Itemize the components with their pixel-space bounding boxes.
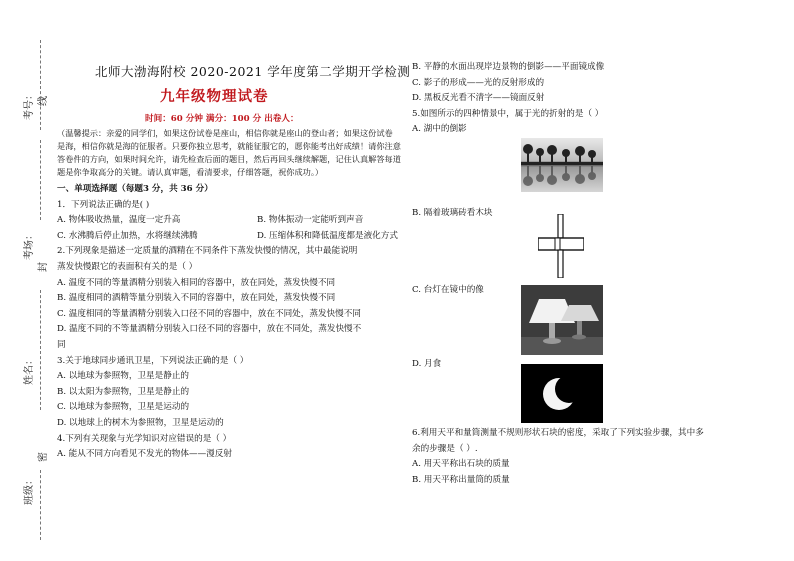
- class-room-label: 考场：: [24, 230, 35, 260]
- name-label: 姓名：: [24, 355, 35, 385]
- exam-meta: 时间：60 分钟 满分：100 分 出卷人：: [145, 114, 299, 124]
- right-column-top: [412, 60, 604, 138]
- q1-option-a: A. 物体吸收热量，温度一定升高: [57, 215, 181, 226]
- secret-char: 密: [38, 452, 49, 462]
- q6-option-b: B. 用天平称出量筒的质量: [412, 474, 510, 485]
- exam-subtitle: 九年级物理试卷: [160, 88, 269, 105]
- q5-option-c: C. 台灯在镜中的像: [412, 285, 484, 295]
- binding-dash-line: [40, 290, 41, 410]
- binding-dash-line: [40, 470, 41, 540]
- line-char: 线: [38, 96, 49, 106]
- q3-option-b: B. 以太阳为参照物，卫星是静止的: [57, 386, 190, 397]
- question-6: 6.利用天平和量筒测量不规则形状石块的密度，采取了下列实验步骤，其中多: [412, 428, 704, 438]
- q2-option-c: C. 温度相同的等量酒精分别装入口径不同的容器中，放在不同处，蒸发快慢不同: [57, 308, 361, 319]
- q1-option-d: D. 压缩体积和降低温度都是液化方式: [257, 230, 398, 241]
- q4-option-d: D. 黑板反光看不清字——镜面反射: [412, 93, 545, 104]
- glass-block-photo: [538, 214, 584, 278]
- q6-option-a: A. 用天平称出石块的质量: [412, 459, 510, 470]
- q1-option-row: [57, 213, 397, 229]
- warm-tip-line: 题是你争取高分的关键。请认真审题，看清要求，仔细答题，祝你成功。）: [57, 167, 324, 177]
- warm-tip-line: （温馨提示：亲爱的同学们，如果这份试卷是座山，相信你就是座山的登山者；如果这份试卷: [57, 128, 393, 138]
- right-column-bottom: [412, 426, 704, 488]
- question-4: 4.下列有关现象与光学知识对应错误的是（ ）: [57, 433, 232, 444]
- q1-option-c: C. 水沸腾后停止加热，水将继续沸腾: [57, 230, 198, 241]
- question-2: 2.下列现象是描述一定质量的酒精在不同条件下蒸发快慢的情况，其中最能说明: [57, 246, 358, 257]
- question-5: 5.如图所示的四种情景中，属于光的折射的是（ ）: [412, 108, 604, 119]
- lunar-eclipse-photo: [521, 364, 603, 423]
- seal-char: 封: [38, 262, 49, 272]
- question-2-cont: 蒸发快慢跟它的表面积有关的是（ ）: [57, 261, 198, 272]
- exam-number-label: 考号：: [24, 90, 35, 120]
- q4-option-a: A. 能从不同方向看见不发光的物体——漫反射: [57, 449, 232, 460]
- q1-option-row: [57, 229, 397, 245]
- lamp-mirror-photo: [521, 285, 603, 355]
- q4-option-b: B. 平静的水面出现岸边景物的倒影——平面镜成像: [412, 62, 605, 72]
- lake-reflection-photo: [521, 138, 603, 192]
- question-6-cont: 余的步骤是（ ）.: [412, 443, 478, 454]
- exam-title: 北师大渤海附校 2020-2021 学年度第二学期开学检测: [95, 64, 411, 79]
- q1-option-b: B. 物体振动一定能听到声音: [257, 215, 364, 226]
- question-1: 1．下列说法正确的是( ): [57, 199, 150, 210]
- binding-dash-line: [40, 140, 41, 220]
- q3-option-c: C. 以地球为参照物，卫星是运动的: [57, 402, 190, 413]
- section-heading: 一、单项选择题（每题3 分，共 36 分）: [57, 184, 213, 194]
- q3-option-a: A. 以地球为参照物，卫星是静止的: [57, 371, 189, 382]
- binding-dash-line: [40, 40, 41, 130]
- question-3: 3.关于地球同步通讯卫星，下列说法正确的是（ ）: [57, 355, 249, 366]
- q5-option-d: D. 月食: [412, 359, 442, 369]
- warm-tip: [57, 127, 401, 179]
- q2-option-d-cont: 同: [57, 339, 66, 350]
- q2-option-b: B. 温度相同的酒精等量分别装入不同的容器中，放在同处，蒸发快慢不同: [57, 293, 336, 304]
- q3-option-d: D. 以地球上的树木为参照物，卫星是运动的: [57, 417, 224, 428]
- q5-option-a: A. 湖中的倒影: [412, 124, 467, 135]
- binding-margin: [0, 0, 62, 561]
- left-column: [57, 182, 397, 463]
- q5-option-b: B. 隔着玻璃砖看木块: [412, 208, 493, 218]
- q4-option-c: C. 影子的形成——光的反射形成的: [412, 77, 545, 88]
- class-label: 班级：: [24, 475, 35, 505]
- warm-tip-line: 是海，相信你就是海的征服者。只要你独立思考，就能征服它的，愿你能考出好成绩！请你注意: [57, 141, 401, 151]
- warm-tip-line: 答卷件的方向，如果时间允许，请先检查后面的题目，然后再回头继续解题，记住认真解答每道: [57, 154, 401, 164]
- q2-option-d: D. 温度不同的不等量酒精分别装入口径不同的容器中，放在不同处，蒸发快慢不: [57, 324, 362, 335]
- q2-option-a: A. 温度不同的等量酒精分别装入相同的容器中，放在同处，蒸发快慢不同: [57, 277, 336, 288]
